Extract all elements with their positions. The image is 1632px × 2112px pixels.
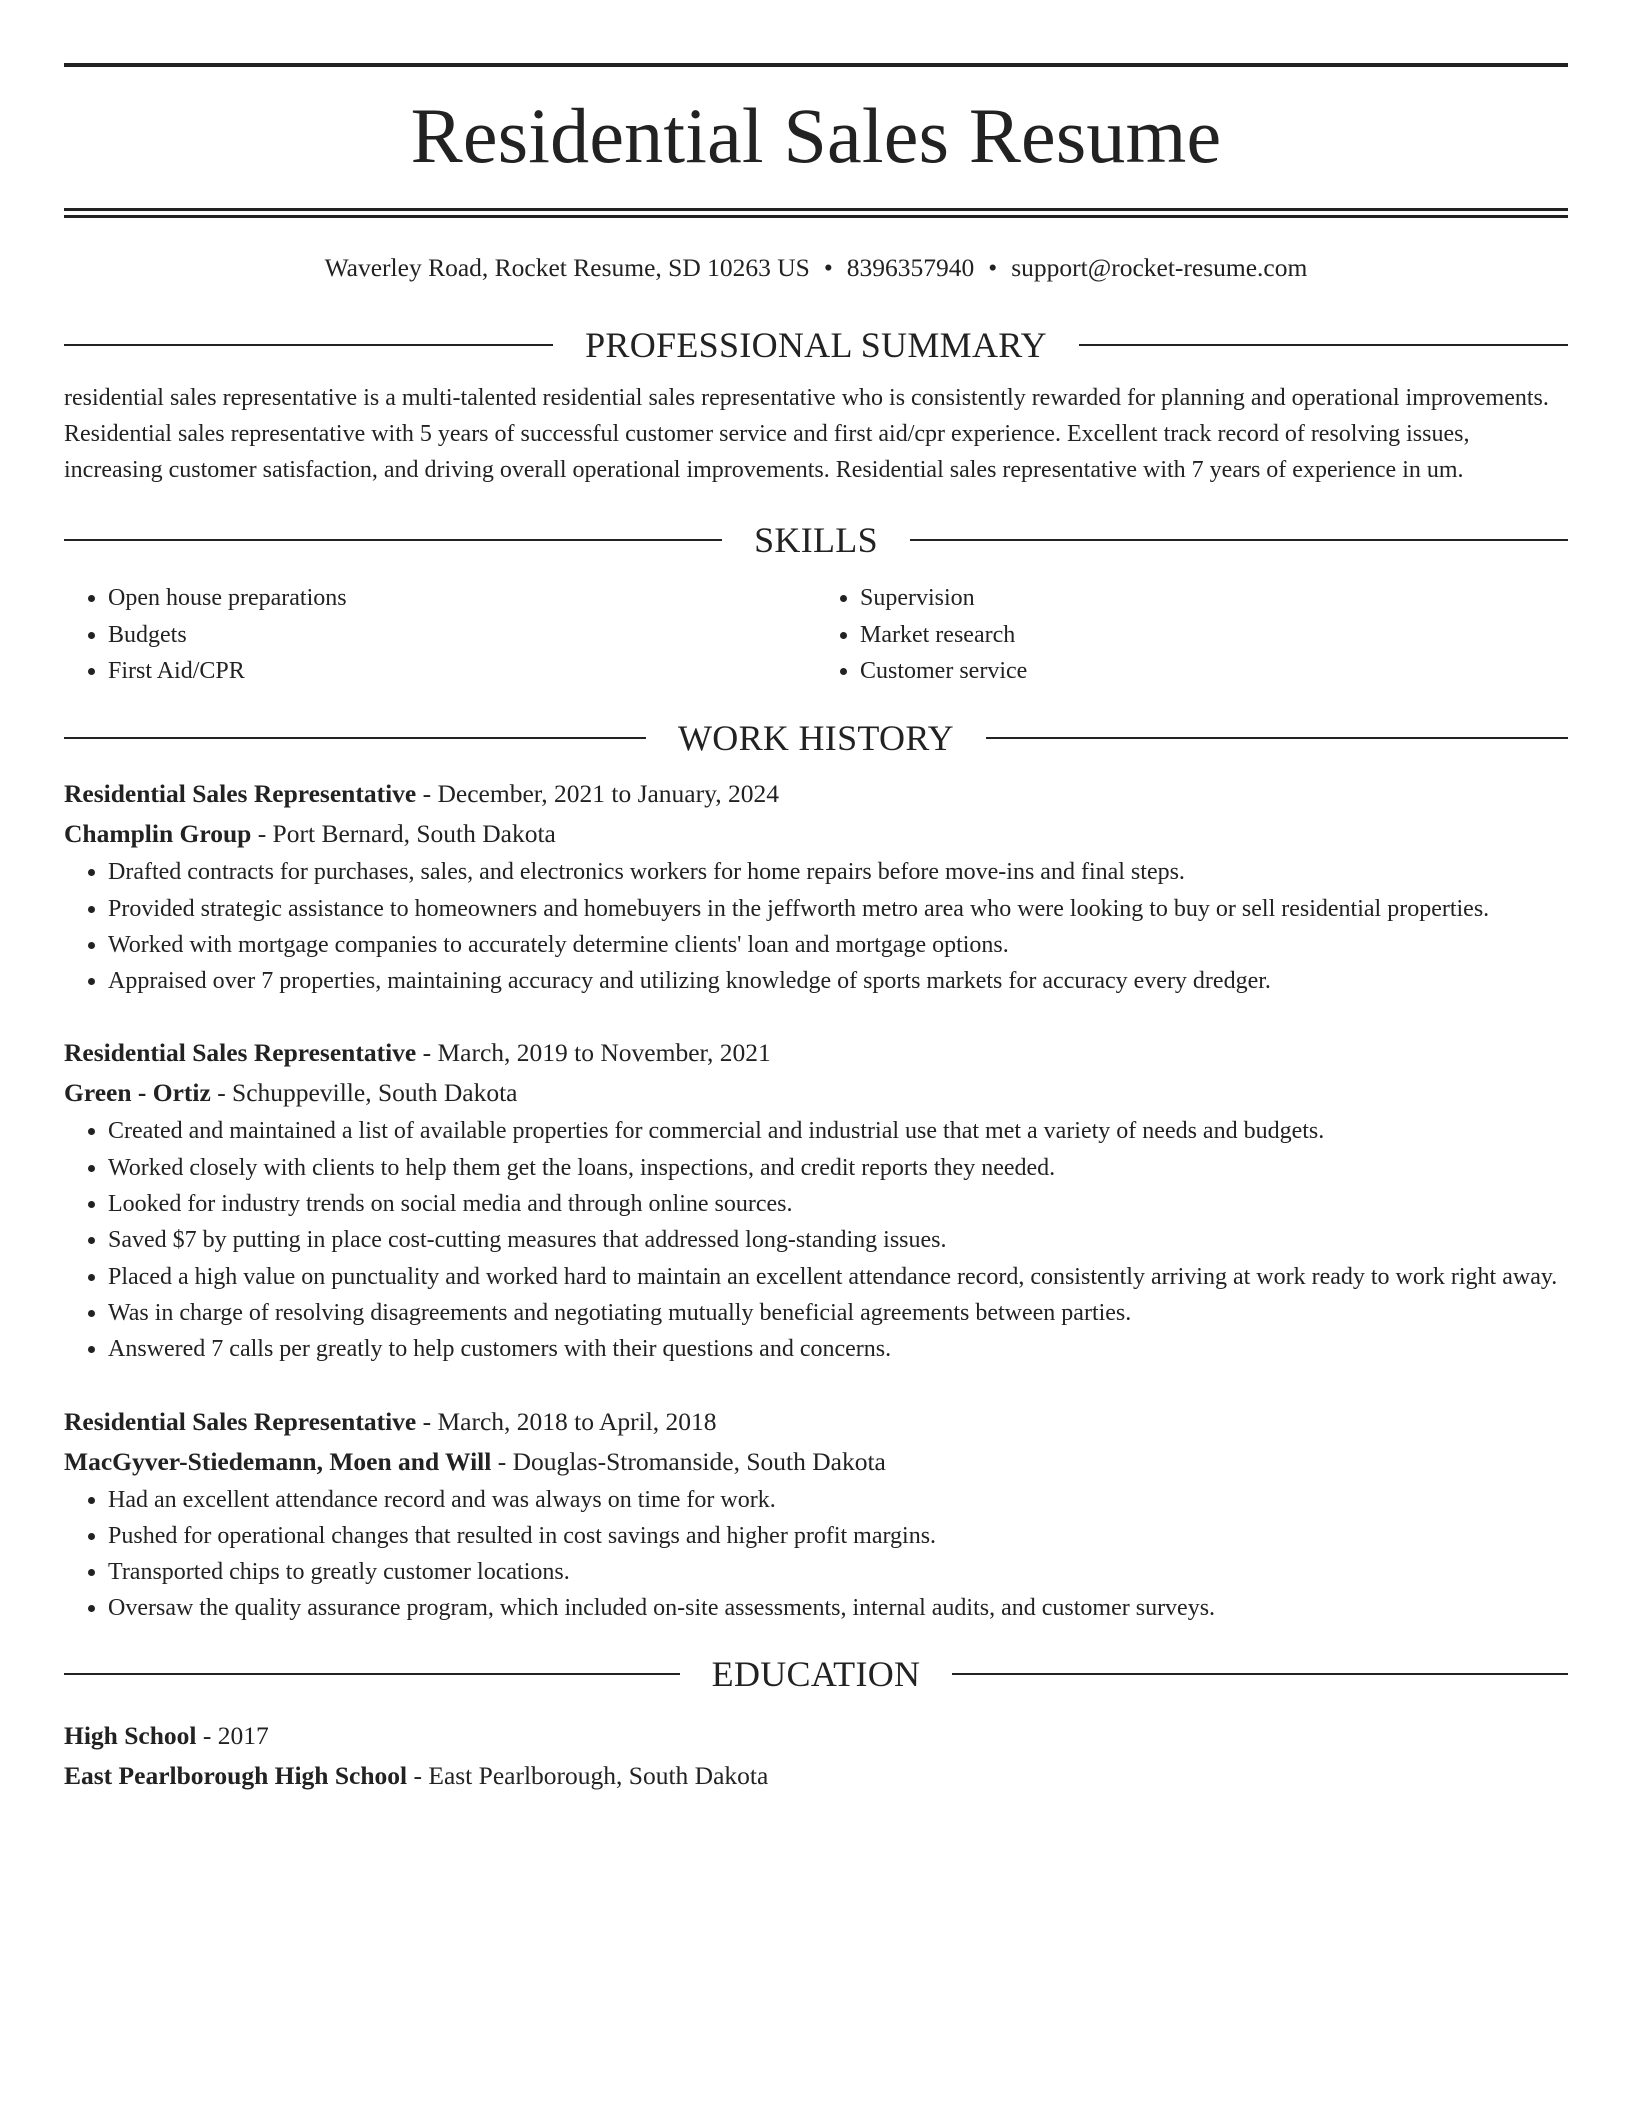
job-bullets [64,1113,1568,1367]
contact-line [64,255,1568,281]
skill-item: • First Aid/CPR [108,653,816,689]
job-bullet: • Had an excellent attendance record and was always on time for work. [108,1482,1568,1518]
skills-column-right [816,580,1568,689]
skills-column-left [64,580,816,689]
job-title-line [64,1033,1568,1073]
education-school-line [64,1756,1568,1796]
education-degree: High School [64,1720,197,1750]
contact-email: support@rocket-resume.com [1011,253,1308,282]
top-rule [64,63,1568,67]
skill-item: • Market research [860,617,1568,653]
job-location: - Port Bernard, South Dakota [251,819,556,849]
education-entry [64,1716,1568,1796]
section-rule-right [1079,344,1568,346]
job-bullet: • Answered 7 calls per greatly to help customers with their questions and concerns. [108,1331,1568,1367]
job-bullet: • Was in charge of resolving disagreements and negotiating mutually beneficial agreements between parties. [108,1295,1568,1331]
section-title: WORK HISTORY [678,718,954,759]
job-bullets [64,1482,1568,1627]
section-header-education [64,1653,1568,1694]
job-company: Champlin Group [64,819,252,849]
job-dates: - March, 2019 to November, 2021 [416,1038,771,1068]
job-company-line [64,814,1568,854]
section-rule-left [64,344,553,346]
section-rule-right [910,539,1568,541]
job-bullet: • Saved $7 by putting in place cost-cutting measures that addressed long-standing issues. [108,1222,1568,1258]
job-bullet: • Transported chips to greatly customer locations. [108,1554,1568,1590]
job-bullets [64,854,1568,999]
skill-item: • Supervision [860,580,1568,616]
skills-list [64,580,1568,689]
contact-separator: • [988,253,998,282]
job-location: - Douglas-Stromanside, South Dakota [491,1446,886,1476]
job-dates: - March, 2018 to April, 2018 [416,1406,717,1436]
section-rule-left [64,539,722,541]
education-year: - 2017 [196,1720,269,1750]
contact-address: Waverley Road, Rocket Resume, SD 10263 US [324,253,810,282]
section-header-work [64,718,1568,759]
job-bullet: • Worked with mortgage companies to accurately determine clients' loan and mortgage options. [108,927,1568,963]
job-title: Residential Sales Representative [64,1406,417,1436]
job-bullet: • Created and maintained a list of available properties for commercial and industrial use that met a variety of needs and budgets. [108,1113,1568,1149]
education-school: East Pearlborough High School [64,1760,408,1790]
job-bullet: • Provided strategic assistance to homeowners and homebuyers in the jeffworth metro area who were looking to buy or sell residential properties. [108,891,1568,927]
job-dates: - December, 2021 to January, 2024 [416,779,779,809]
job-company: MacGyver-Stiedemann, Moen and Will [64,1446,492,1476]
job-location: - Schuppeville, South Dakota [210,1078,518,1108]
education-degree-line [64,1716,1568,1756]
job-bullet: • Placed a high value on punctuality and worked hard to maintain an excellent attendance record, consistently arriving at work ready to work right away. [108,1259,1568,1295]
title-double-rule [64,208,1568,218]
job-bullet: • Oversaw the quality assurance program, which included on-site assessments, internal audits, and customer surveys. [108,1590,1568,1626]
section-title: EDUCATION [711,1653,921,1694]
job-company-line [64,1442,1568,1482]
job-company: Green - Ortiz [64,1078,211,1108]
summary-text: residential sales representative is a multi-talented residential sales representative who is consistently rewarded for planning and operational improvements. Residential sales representative with 5 years of successful customer service and first aid/cpr experience. Excellent track record of resolving issues, increasing customer satisfaction, and driving overall operational improvements. Residential sales representative with 7 years of experience in um. [64,384,1549,484]
section-rule-left [64,1673,680,1675]
contact-separator: • [823,253,833,282]
job-bullet: • Looked for industry trends on social media and through online sources. [108,1186,1568,1222]
job-entry [64,1033,1568,1367]
section-header-summary [64,324,1568,365]
resume-title: Residential Sales Resume [410,92,1222,179]
job-bullet: • Pushed for operational changes that resulted in cost savings and higher profit margins. [108,1518,1568,1554]
job-title-line [64,774,1568,814]
section-header-skills [64,520,1568,561]
section-rule-left [64,737,646,739]
section-title: PROFESSIONAL SUMMARY [585,324,1047,365]
job-entry [64,1402,1568,1627]
skill-item: • Customer service [860,653,1568,689]
section-title: SKILLS [754,520,878,561]
job-title-line [64,1402,1568,1442]
section-rule-right [952,1673,1568,1675]
job-bullet: • Appraised over 7 properties, maintaining accuracy and utilizing knowledge of sports markets for accuracy every dredger. [108,963,1568,999]
job-bullet: • Worked closely with clients to help them get the loans, inspections, and credit reports they needed. [108,1150,1568,1186]
job-title: Residential Sales Representative [64,1038,417,1068]
skill-item: • Budgets [108,617,816,653]
job-company-line [64,1073,1568,1113]
job-bullet: • Drafted contracts for purchases, sales, and electronics workers for home repairs before move-ins and final steps. [108,854,1568,890]
contact-phone: 8396357940 [846,253,975,282]
job-entry [64,774,1568,999]
skill-item: • Open house preparations [108,580,816,616]
section-rule-right [986,737,1568,739]
education-location: - East Pearlborough, South Dakota [407,1760,769,1790]
job-title: Residential Sales Representative [64,779,417,809]
